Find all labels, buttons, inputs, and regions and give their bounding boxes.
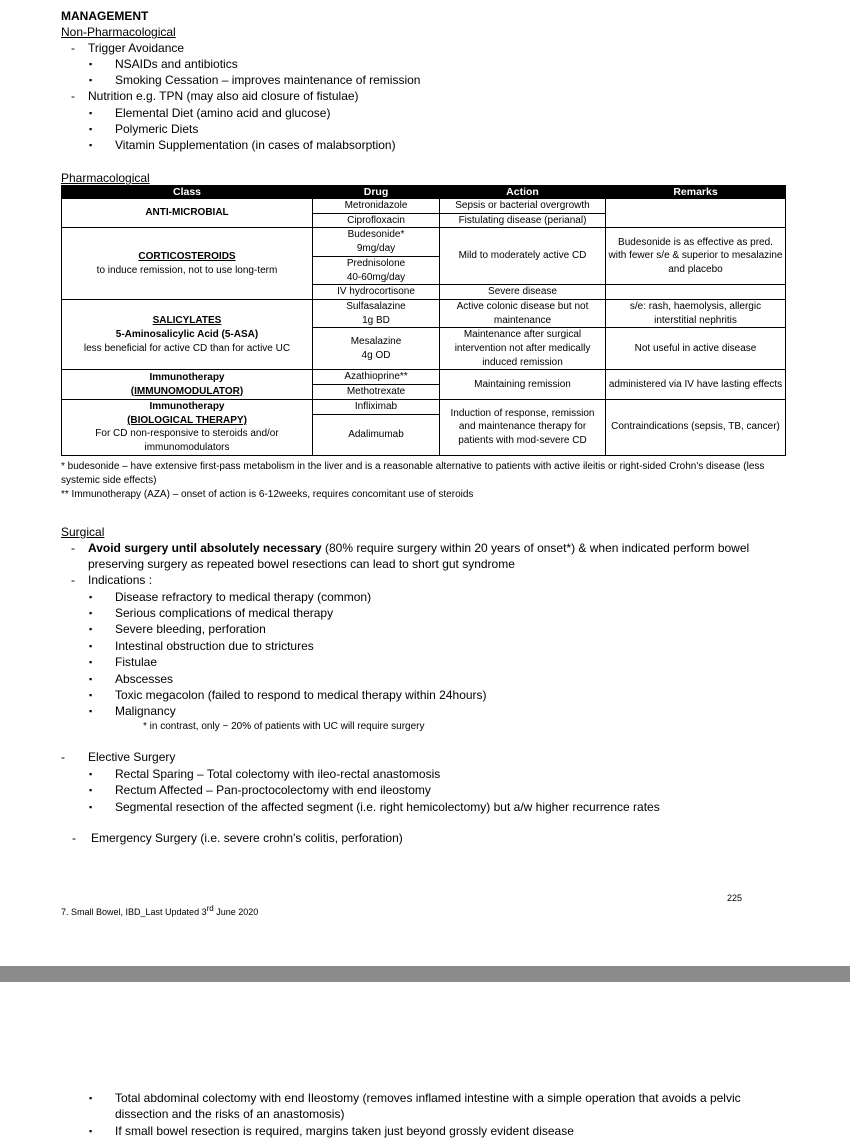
class-name: CORTICOSTEROIDS — [138, 250, 236, 262]
drug-dose: 9mg/day — [313, 242, 440, 256]
bullet-item: ▪ Serious complications of medical therapy — [115, 605, 333, 621]
action-cell: Sepsis or bacterial overgrowth — [440, 199, 606, 214]
class-note: less beneficial for active CD than for active UC — [83, 342, 291, 354]
action-cell: Active colonic disease but not maintenance — [440, 299, 606, 327]
uc-note: * in contrast, only ~ 20% of patients with UC will require surgery — [143, 721, 425, 732]
bullet-item: ▪ Segmental resection of the affected segment (i.e. right hemicolectomy) but a/w higher recurrence rates — [115, 799, 660, 815]
action-cell: Induction of response, remission and maintenance therapy for patients with mod-severe CD — [440, 399, 606, 455]
action-cell: Maintaining remission — [440, 370, 606, 399]
bullet-item: ▪ Intestinal obstruction due to strictures — [115, 638, 314, 654]
bullet-item: ▪ Elemental Diet (amino acid and glucose) — [115, 105, 330, 121]
remark-cell: s/e: rash, haemolysis, allergic interstitial nephritis — [606, 299, 786, 327]
class-subname: (IMMUNOMODULATOR) — [130, 385, 244, 397]
pharmacological-table — [61, 185, 786, 456]
bullet-item-continuation: dissection and the risks of an anastomosis) — [115, 1107, 345, 1121]
class-salicylates — [62, 299, 313, 370]
section-title-management: MANAGEMENT — [61, 9, 149, 23]
class-name: Immunotherapy — [149, 371, 225, 383]
drug-cell: Budesonide* — [313, 228, 440, 242]
class-name: Immunotherapy — [149, 400, 225, 412]
action-cell: Fistulating disease (perianal) — [440, 213, 606, 228]
drug-cell: Methotrexate — [313, 385, 440, 400]
drug-cell: Metronidazole — [313, 199, 440, 214]
page-number: 225 — [727, 893, 743, 903]
table-header-class: Class — [62, 186, 313, 199]
drug-cell: Infliximab — [313, 399, 440, 414]
heading-pharmacological: Pharmacological — [61, 171, 150, 185]
drug-dose: 4g OD — [361, 349, 391, 361]
drug-cell: Ciprofloxacin — [313, 213, 440, 228]
class-note: For CD non-responsive to steroids and/or immunomodulators — [95, 428, 279, 453]
bullet-item: ▪ Rectal Sparing – Total colectomy with ileo-rectal anastomosis — [115, 766, 440, 782]
remark-cell: administered via IV have lasting effects — [606, 370, 786, 399]
drug-cell: Prednisolone — [313, 256, 440, 270]
avoid-text: (80% require surgery within 20 years of onset*) & when indicated perform bowel — [321, 541, 750, 555]
bullet-item: ▪ NSAIDs and antibiotics — [115, 56, 238, 72]
table-header-drug: Drug — [313, 186, 440, 199]
class-subname: (BIOLOGICAL THERAPY) — [127, 414, 247, 426]
drug-dose: 40-60mg/day — [313, 271, 440, 285]
table-header-remarks: Remarks — [606, 186, 786, 199]
bullet-item: ▪ Toxic megacolon (failed to respond to medical therapy within 24hours) — [115, 687, 487, 703]
drug-name: Mesalazine — [350, 336, 402, 348]
item-elective-surgery: Elective Surgery — [88, 750, 176, 764]
drug-name: Sulfasalazine — [346, 300, 406, 312]
bullet-item: ▪ Fistulae — [115, 654, 157, 670]
bullet-item: ▪ Total abdominal colectomy with end Ileostomy (removes inflamed intestine with a simple operation that avoids a pelvic — [115, 1090, 741, 1106]
dash-marker: - — [72, 831, 76, 845]
bullet-item: ▪ Polymeric Diets — [115, 121, 198, 137]
action-cell: Severe disease — [440, 285, 606, 300]
table-footnote-1: * budesonide – have extensive first-pass metabolism in the liver and is a reasonable alternative to patients with active ileitis or right-sided Crohn's disease (less systemic side effects) — [61, 461, 765, 486]
class-name: SALICYLATES — [152, 315, 222, 327]
page-footer — [61, 904, 258, 917]
remark-cell — [606, 199, 786, 228]
remark-cell: Budesonide is as effective as pred. with fewer s/e & superior to mesalazine and placebo — [606, 228, 786, 285]
action-cell: Maintenance after surgical intervention not after medically induced remission — [440, 328, 606, 370]
footer-superscript: rd — [206, 904, 214, 913]
class-corticosteroids — [62, 228, 313, 300]
item-trigger-avoidance: - Trigger Avoidance — [88, 40, 184, 56]
drug-cell: Adalimumab — [313, 414, 440, 455]
drug-cell — [313, 328, 440, 370]
remark-cell: Contraindications (sepsis, TB, cancer) — [606, 399, 786, 455]
table-footnote-2: ** Immunotherapy (AZA) – onset of action is 6-12weeks, requires concomitant use of steroids — [61, 489, 474, 500]
avoid-bold-text: Avoid surgery until absolutely necessary — [88, 541, 322, 555]
heading-surgical: Surgical — [61, 525, 105, 539]
footer-date: June 2020 — [213, 907, 259, 917]
bullet-item: ▪ Malignancy — [115, 703, 176, 719]
bullet-item: ▪ Rectum Affected – Pan-proctocolectomy with end ileostomy — [115, 782, 431, 798]
class-immunomodulator — [62, 370, 313, 399]
footer-text: 7. Small Bowel, IBD_Last Updated 3 — [61, 907, 207, 917]
bullet-item: ▪ Severe bleeding, perforation — [115, 621, 266, 637]
drug-cell: IV hydrocortisone — [313, 285, 440, 300]
bullet-item: ▪ Disease refractory to medical therapy (common) — [115, 589, 371, 605]
avoid-text-line2: preserving surgery as repeated bowel resections can lead to short gut syndrome — [88, 557, 515, 571]
remark-cell: Not useful in active disease — [606, 328, 786, 370]
heading-non-pharmacological: Non-Pharmacological — [61, 25, 176, 39]
bullet-item: ▪ If small bowel resection is required, margins taken just beyond grossly evident disease — [115, 1123, 574, 1139]
bullet-item: ▪ Vitamin Supplementation (in cases of malabsorption) — [115, 137, 396, 153]
class-biological — [62, 399, 313, 455]
page-separator — [0, 966, 850, 982]
bullet-item: ▪ Abscesses — [115, 671, 173, 687]
item-emergency-surgery: Emergency Surgery (i.e. severe crohn's colitis, perforation) — [91, 831, 403, 845]
table-header-action: Action — [440, 186, 606, 199]
class-antimicrobial: ANTI-MICROBIAL — [62, 199, 313, 228]
class-note: to induce remission, not to use long-term — [96, 264, 278, 276]
dash-marker: - — [61, 750, 65, 764]
item-avoid-surgery — [88, 540, 749, 556]
action-cell: Mild to moderately active CD — [440, 228, 606, 285]
item-indications: - Indications : — [88, 572, 152, 588]
item-nutrition: - Nutrition e.g. TPN (may also aid closure of fistulae) — [88, 88, 359, 104]
remark-cell — [606, 285, 786, 300]
bullet-item: ▪ Smoking Cessation – improves maintenance of remission — [115, 72, 420, 88]
class-subname: 5-Aminosalicylic Acid (5-ASA) — [115, 328, 259, 340]
drug-cell — [313, 299, 440, 327]
drug-cell: Azathioprine** — [313, 370, 440, 385]
drug-dose: 1g BD — [362, 314, 390, 326]
